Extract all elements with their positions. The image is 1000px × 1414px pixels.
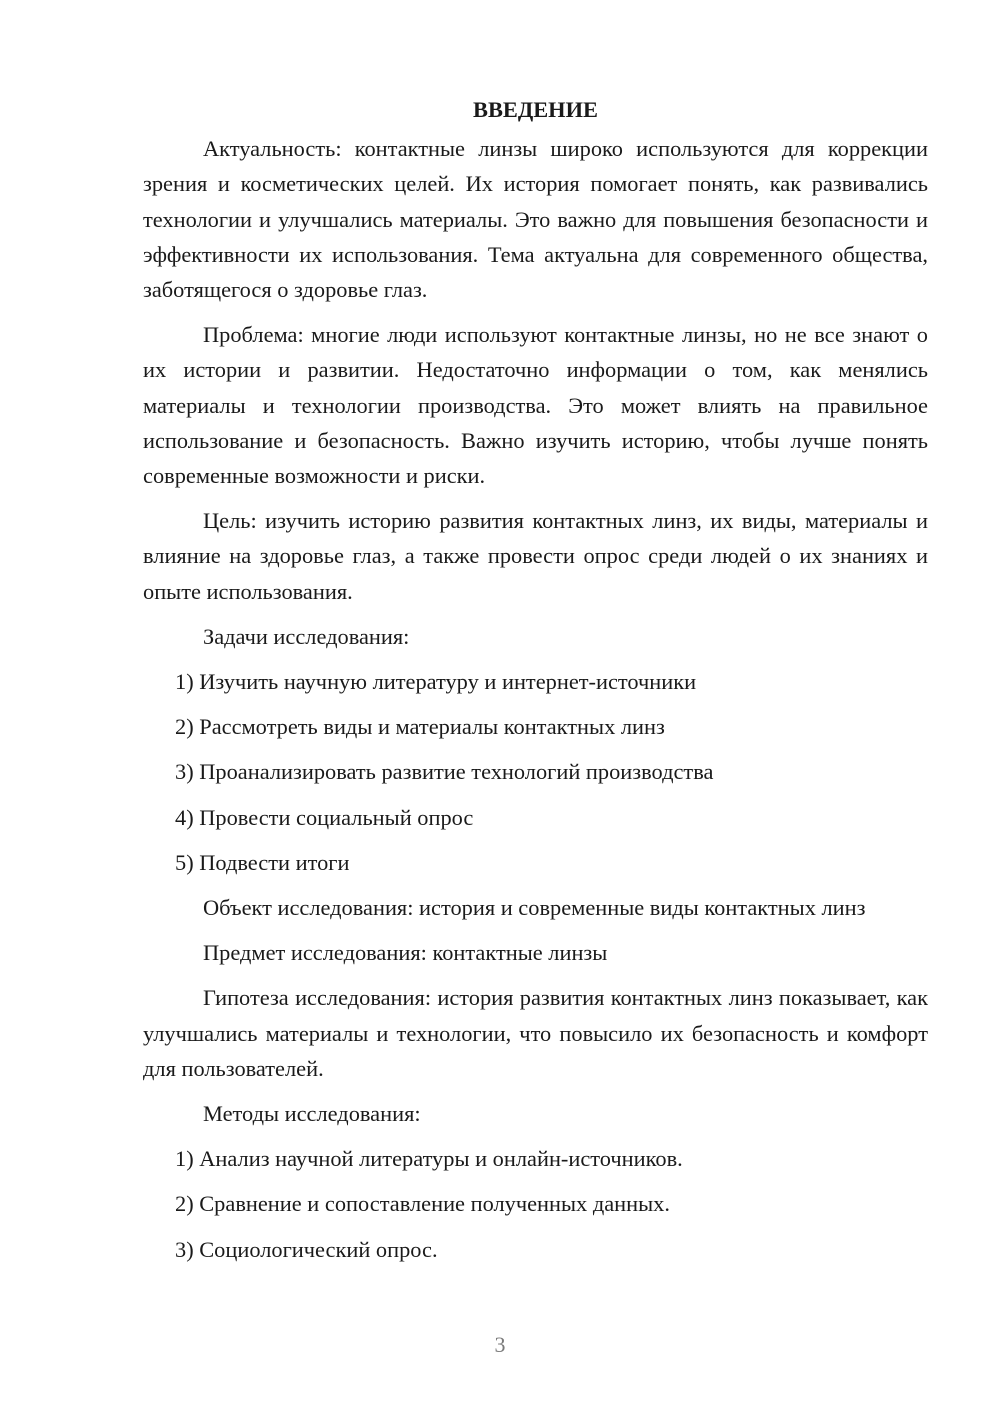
methods-heading: Методы исследования: [203,1101,421,1127]
relevance-paragraph: Актуальность: контактные линзы широко используются для коррекции зрения и косметических целей. Их история помогает понять, как развивались технологии и улучшались материалы. Это важно для повышения безопасности и эффективности их использования. Тема актуальна для современного общества, заботящегося о здоровье глаз. [143,136,928,303]
hypothesis-paragraph: Гипотеза исследования: история развития контактных линз показывает, как улучшались материалы и технологии, что повысило их безопасность и комфорт для пользователей. [143,985,928,1081]
tasks-heading: Задачи исследования: [203,623,410,649]
document-page [143,92,928,1277]
page-title: ВВЕДЕНИЕ [473,97,598,122]
object-paragraph: Объект исследования: история и современные виды контактных линз [203,895,866,921]
tasks-list [143,664,928,880]
problem-paragraph: Проблема: многие люди используют контактные линзы, но не все знают о их истории и развитии. Недостаточно информации о том, как менялись материалы и технологии производства. Это может влиять на правильное использование и безопасность. Важно изучить историю, чтобы лучше понять современные возможности и риски. [143,322,928,489]
list-item: 1) Изучить научную литературу и интернет-источники [175,669,697,695]
list-item: 1) Анализ научной литературы и онлайн-источников. [175,1146,683,1172]
list-item: 3) Социологический опрос. [175,1236,438,1262]
goal-paragraph: Цель: изучить историю развития контактных линз, их виды, материалы и влияние на здоровье глаз, а также провести опрос среди людей о их знаниях и опыте использования. [143,508,928,604]
methods-list [143,1141,928,1267]
subject-paragraph: Предмет исследования: контактные линзы [203,940,608,966]
list-item: 3) Проанализировать развитие технологий производства [175,759,714,785]
page-number: 3 [494,1332,506,1357]
list-item: 4) Провести социальный опрос [175,804,474,830]
list-item: 2) Сравнение и сопоставление полученных данных. [175,1191,670,1217]
list-item: 5) Подвести итоги [175,849,350,875]
list-item: 2) Рассмотреть виды и материалы контактных линз [175,714,665,740]
